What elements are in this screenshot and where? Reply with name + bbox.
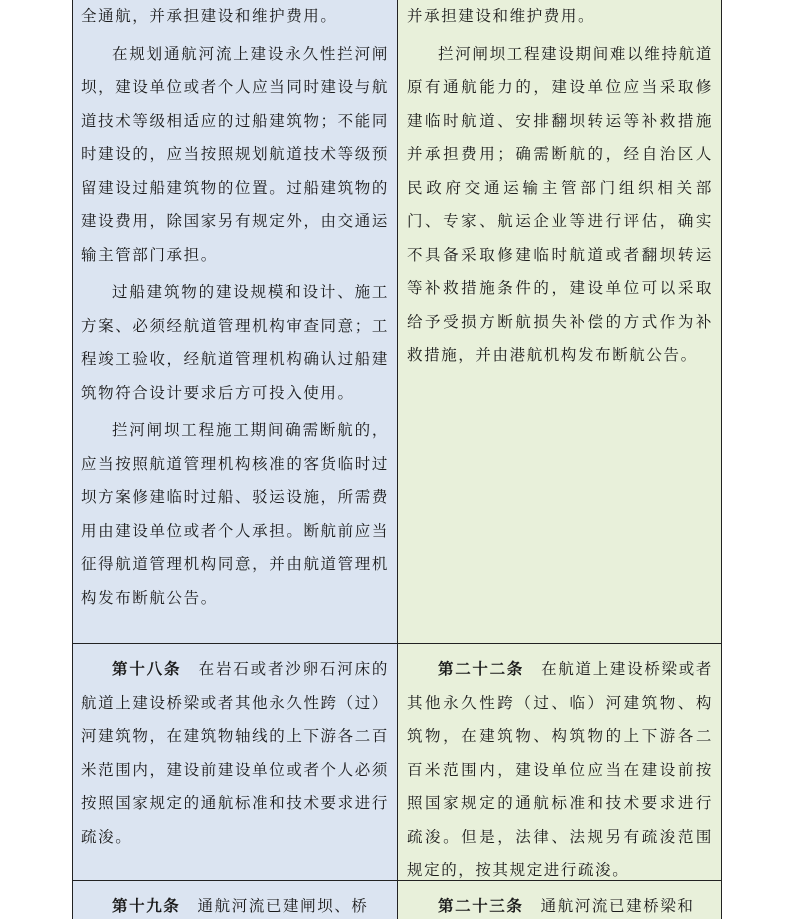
article-paragraph: [398, 881, 722, 919]
table-cell-right: [398, 881, 722, 919]
paragraph: 过船建筑物的建设规模和设计、施工方案、必须经航道管理机构审查同意；工程竣工验收，经航道管理机构确认过船建筑物符合设计要求后方可投入使用。: [81, 283, 389, 402]
row-divider: [72, 643, 722, 644]
article-paragraph: [398, 644, 722, 881]
paragraph: 并承担建设和维护费用。: [407, 7, 596, 25]
table-cell-left: [72, 644, 398, 881]
article-text: 通航河流已建桥梁和: [540, 897, 695, 915]
article-label: 第十八条: [112, 659, 182, 678]
paragraph: 拦河闸坝工程施工期间确需断航的，应当按照航道管理机构核准的客货临时过坝方案修建临时过船、驳运设施，所需费用由建设单位或者个人承担。断航前应当征得航道管理机构同意，并由航道管理机构发布断航公告。: [81, 421, 389, 607]
article-paragraph: [72, 644, 398, 854]
paragraph: 全通航，并承担建设和维护费用。: [81, 7, 338, 25]
paragraph: 在规划通航河流上建设永久性拦河闸坝，建设单位或者个人应当同时建设与航道技术等级相适应的过船建筑物；不能同时建设的，应当按照规划航道技术等级预留建设过船建筑物的位置。过船建筑物的建设费用，除国家另有规定外，由交通运输主管部门承担。: [81, 44, 389, 264]
table-cell-left: [72, 0, 398, 644]
article-text: 通航河流已建闸坝、桥: [197, 897, 369, 915]
article-paragraph: [72, 881, 398, 919]
table-cell-left: [72, 881, 398, 919]
table-cell-right: [398, 0, 722, 644]
row-divider: [72, 880, 722, 881]
article-text: 在航道上建设桥梁或者其他永久性跨（过、临）河建筑物、构筑物，在建筑物、构筑物的上下游各二百米范围内，建设单位应当在建设前按照国家规定的通航标准和技术要求进行疏浚。但是，法律、法规另有疏浚范围规定的，按其规定进行疏浚。: [407, 660, 713, 879]
table-cell-right: [398, 644, 722, 881]
table-border-right: [721, 0, 722, 919]
article-label: 第二十三条: [438, 896, 524, 915]
column-divider: [397, 0, 398, 919]
comparison-table: [72, 0, 722, 919]
paragraph: 拦河闸坝工程建设期间难以维持航道原有通航能力的，建设单位应当采取修建临时航道、安排翻坝转运等补救措施并承担费用；确需断航的，经自治区人民政府交通运输主管部门组织相关部门、专家、航运企业等进行评估，确实不具备采取修建临时航道或者翻坝转运等补救措施条件的，建设单位可以采取给予受损方断航损失补偿的方式作为补救措施，并由港航机构发布断航公告。: [407, 44, 713, 364]
article-text: 在岩石或者沙卵石河床的航道上建设桥梁或者其他永久性跨（过）河建筑物，在建筑物轴线的上下游各二百米范围内，建设前建设单位或者个人必须按照国家规定的通航标准和技术要求进行疏浚。: [81, 660, 389, 846]
table-border-left: [72, 0, 73, 919]
article-label: 第二十二条: [438, 659, 524, 678]
article-label: 第十九条: [112, 896, 181, 915]
